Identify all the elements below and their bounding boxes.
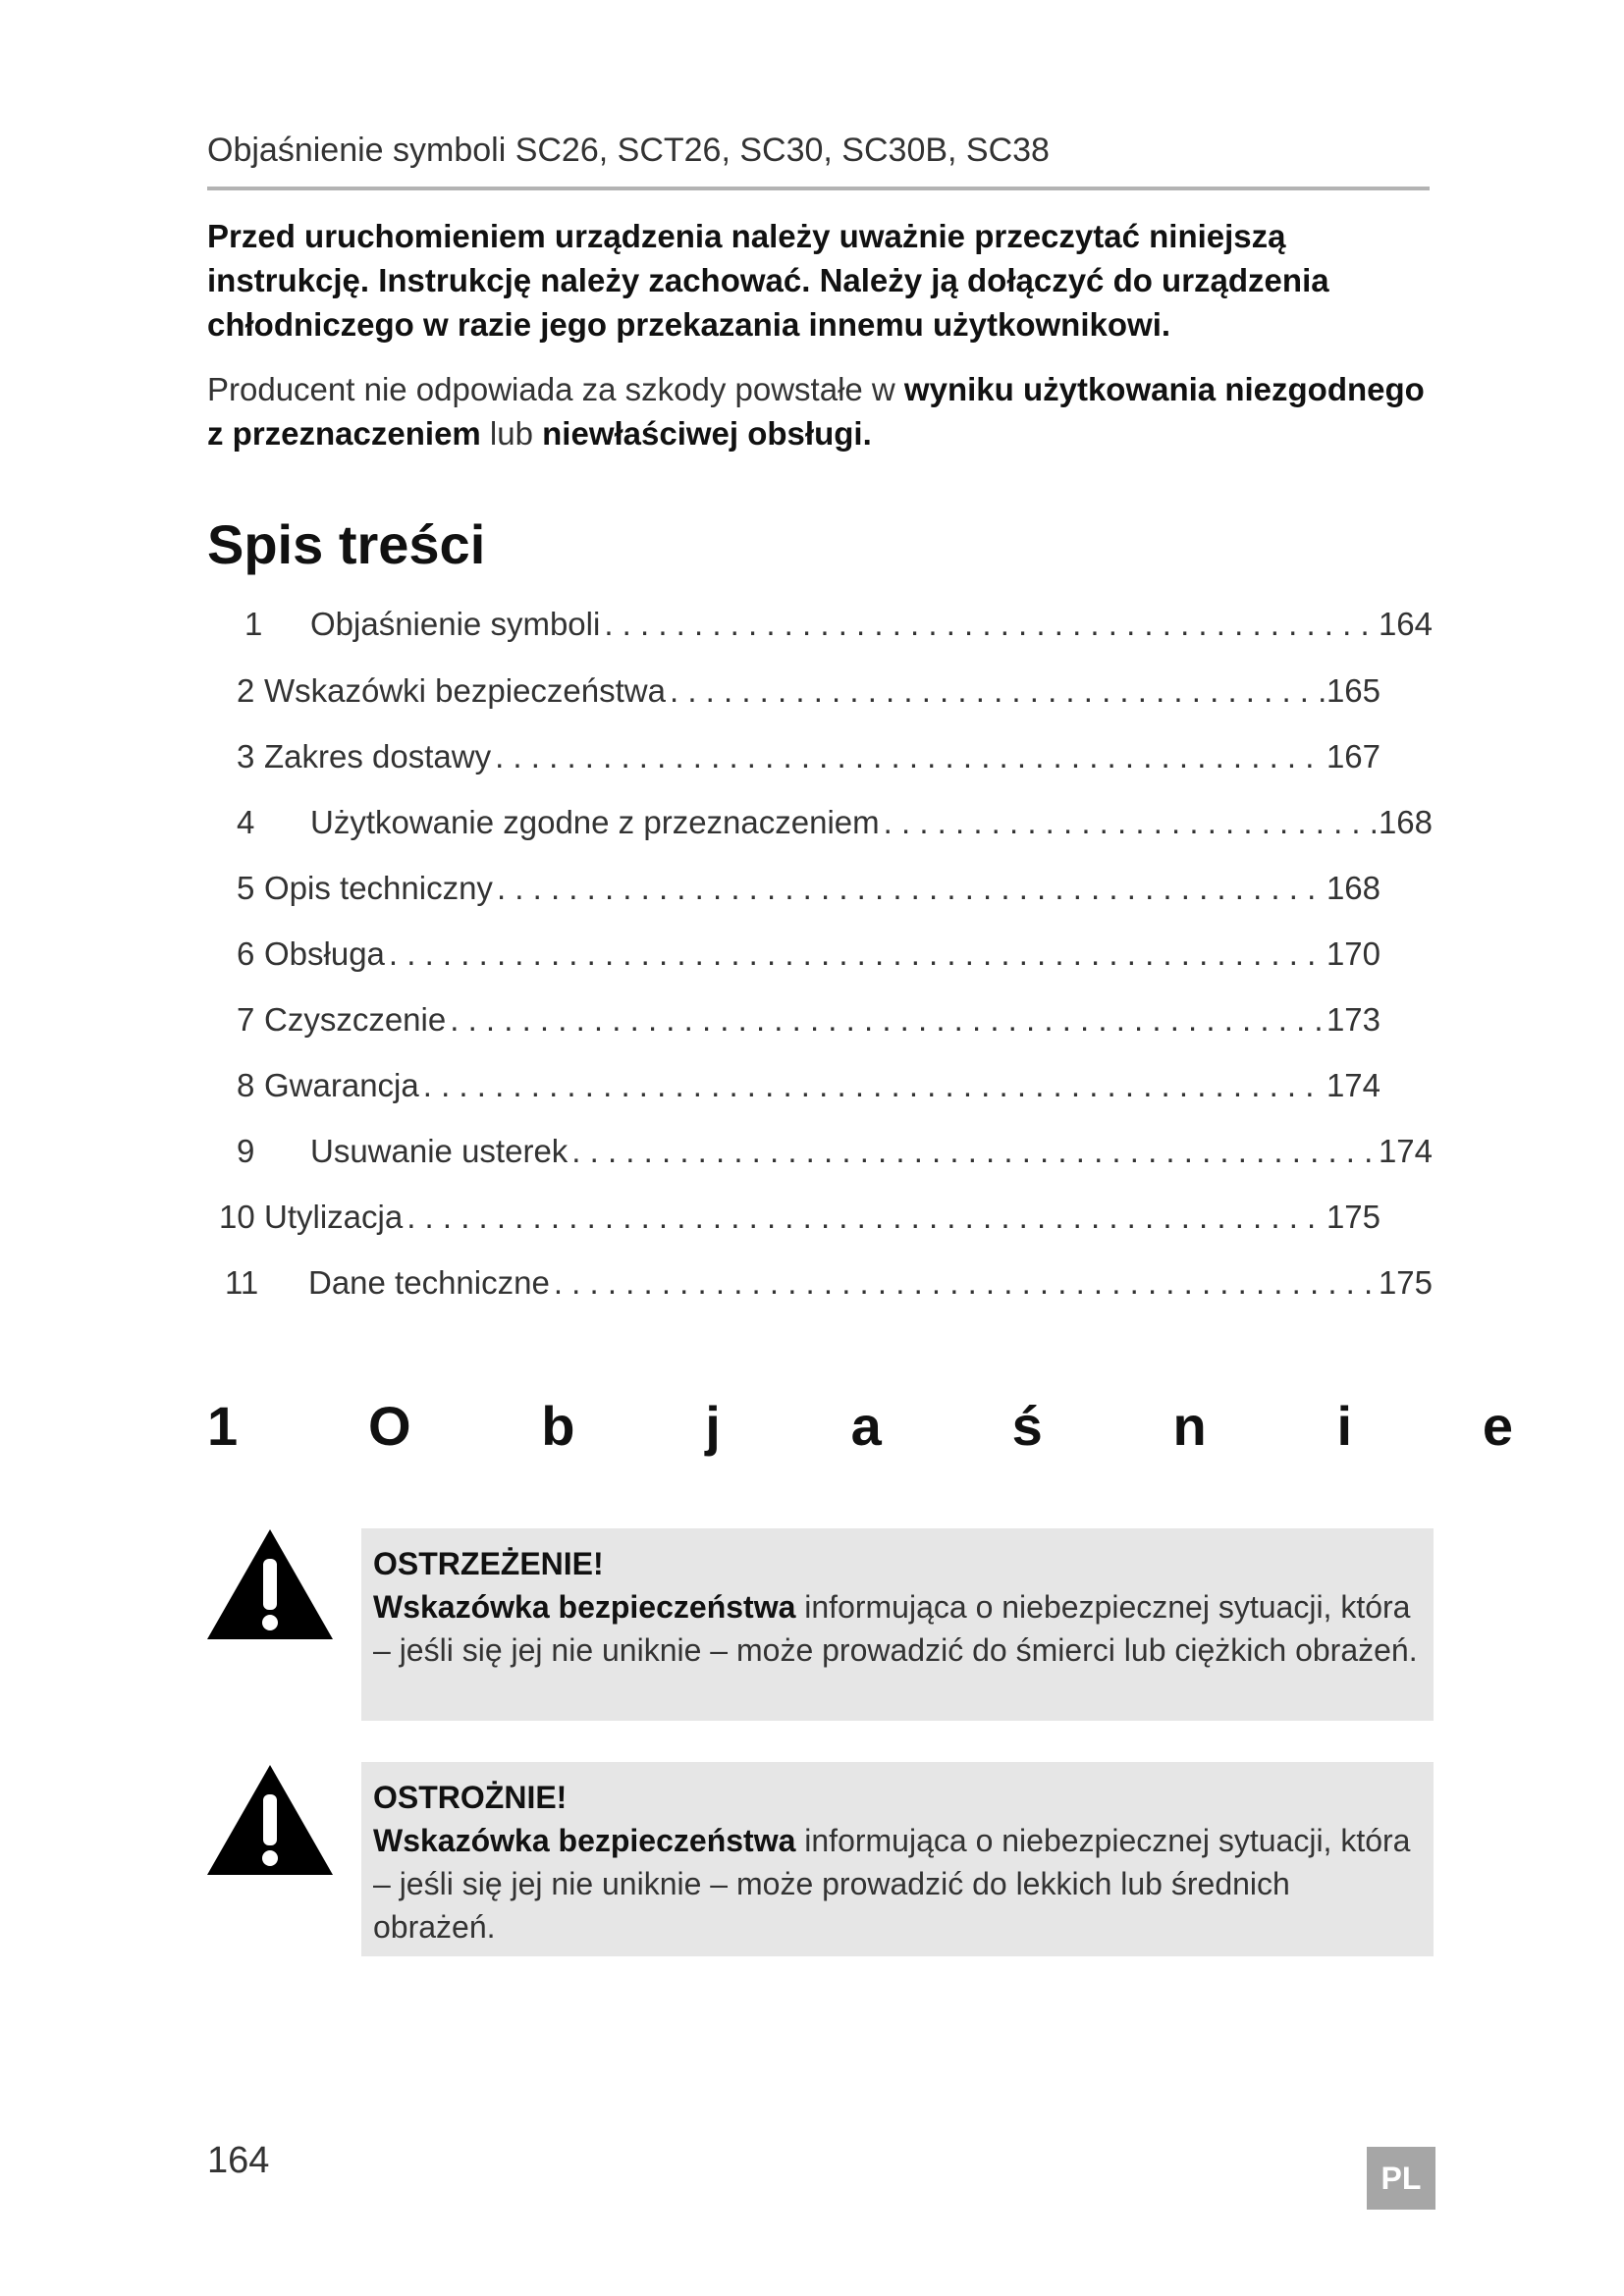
toc-leader-dots <box>497 870 1325 907</box>
caution-text: informująca o niebezpiecznej sytuacji, która – jeśli się jej nie uniknie – może prowadzić do lekkich lub średnich obrażeń. <box>373 1823 1411 1945</box>
section-heading-char: j <box>705 1395 721 1457</box>
liability-text-1: Producent nie odpowiada za szkody powstałe w <box>207 371 904 407</box>
toc-entry-label: Gwarancja <box>264 1067 419 1103</box>
toc-leader-dots <box>450 1001 1325 1039</box>
toc-entry-label: Czyszczenie <box>264 1001 447 1038</box>
warning-title: OSTRZEŻENIE! <box>373 1546 604 1581</box>
toc-entry-page: 173 <box>1326 1001 1380 1038</box>
toc-leader-dots <box>495 738 1325 775</box>
toc-entry-label: Utylizacja <box>264 1199 404 1235</box>
toc-leader-dots <box>389 935 1325 973</box>
liability-bold-1: wyniku użytkowania niezgodnego z przeznaczeniem <box>207 371 1425 452</box>
toc-entry-label: Objaśnienie symboli <box>310 606 601 642</box>
toc-entry[interactable] <box>237 672 1380 721</box>
toc-entry-page: 174 <box>1326 1067 1380 1103</box>
section-heading-char: ś <box>1011 1395 1043 1457</box>
toc-entry-number: 1 <box>244 606 263 642</box>
toc-entry-page: 175 <box>1378 1264 1433 1301</box>
warning-description <box>373 1585 1420 1672</box>
toc-entry[interactable] <box>237 1001 1380 1050</box>
toc-entry-page: 164 <box>1378 606 1433 642</box>
page-number: 164 <box>207 2140 270 2181</box>
toc-entry[interactable] <box>237 935 1380 985</box>
toc-entry-number: 6 <box>237 935 255 972</box>
toc-entry-page: 175 <box>1326 1199 1380 1235</box>
warning-text: informująca o niebezpiecznej sytuacji, która – jeśli się jej nie uniknie – może prowadzić do śmierci lub ciężkich obrażeń. <box>373 1589 1418 1668</box>
toc-leader-dots <box>604 606 1377 643</box>
toc-entry-page: 174 <box>1378 1133 1433 1169</box>
warning-box <box>361 1528 1434 1721</box>
caution-box <box>361 1762 1434 1956</box>
toc-entry-number: 2 <box>237 672 255 709</box>
toc-entry[interactable] <box>237 738 1380 787</box>
toc-entry[interactable] <box>244 606 1433 655</box>
intro-warning-paragraph: Przed uruchomieniem urządzenia należy uważnie przeczytać niniejszą instrukcję. Instrukcję należy zachować. Należy ją dołączyć do urządzenia chłodniczego w razie jego przekazania innemu użytkownikowi. <box>207 218 1329 343</box>
toc-entry[interactable] <box>219 1199 1380 1248</box>
toc-entry[interactable] <box>225 1264 1433 1313</box>
toc-leader-dots <box>670 672 1325 710</box>
toc-entry[interactable] <box>237 804 1433 853</box>
section-heading-char: i <box>1336 1395 1353 1457</box>
caution-title: OSTROŻNIE! <box>373 1780 568 1815</box>
section-heading-char: n <box>1172 1395 1207 1457</box>
toc-entry-page: 167 <box>1326 738 1380 774</box>
caution-bold-label: Wskazówka bezpieczeństwa <box>373 1823 796 1858</box>
toc-leader-dots <box>406 1199 1325 1236</box>
section-heading-char: O <box>367 1395 411 1457</box>
toc-entry-label: Usuwanie usterek <box>310 1133 568 1169</box>
toc-leader-dots <box>884 804 1377 841</box>
toc-entry[interactable] <box>237 870 1380 919</box>
toc-entry-number: 5 <box>237 870 255 906</box>
toc-entry-number: 8 <box>237 1067 255 1103</box>
warning-triangle-icon <box>207 1529 333 1639</box>
section-heading-char: a <box>850 1395 882 1457</box>
toc-entry-page: 168 <box>1378 804 1433 840</box>
toc-entry-number: 3 <box>237 738 255 774</box>
section-heading <box>207 1394 1513 1472</box>
toc-entry-label: Dane techniczne <box>308 1264 550 1301</box>
toc-entry[interactable] <box>237 1067 1380 1116</box>
toc-entry-label: Obsługa <box>264 935 385 972</box>
toc-leader-dots <box>571 1133 1377 1170</box>
toc-title: Spis treści <box>207 513 486 575</box>
intro-liability-paragraph <box>207 367 1435 455</box>
toc-entry-number: 10 <box>219 1199 255 1235</box>
warning-bold-label: Wskazówka bezpieczeństwa <box>373 1589 796 1625</box>
toc-entry-page: 170 <box>1326 935 1380 972</box>
toc-entry-label: Wskazówki bezpieczeństwa <box>264 672 666 709</box>
language-badge: PL <box>1367 2147 1435 2210</box>
toc-entry[interactable] <box>237 1133 1433 1182</box>
toc-leader-dots <box>554 1264 1377 1302</box>
toc-entry-page: 168 <box>1326 870 1380 906</box>
toc-entry-number: 11 <box>225 1264 259 1301</box>
page-header <box>207 128 1430 190</box>
toc-entry-number: 9 <box>237 1133 255 1169</box>
warning-triangle-icon <box>207 1765 333 1875</box>
liability-text-2: lub <box>480 415 543 452</box>
toc-entry-label: Użytkowanie zgodne z przeznaczeniem <box>310 804 880 840</box>
toc-entry-label: Opis techniczny <box>264 870 493 906</box>
section-heading-char: 1 <box>207 1395 239 1457</box>
section-heading-char: b <box>541 1395 575 1457</box>
header-title: Objaśnienie symboli SC26, SCT26, SC30, SC30B, SC38 <box>207 132 1050 169</box>
toc-entry-number: 4 <box>237 804 255 840</box>
toc-entry-page: 165 <box>1326 672 1380 709</box>
liability-bold-2: niewłaściwej obsługi. <box>542 415 872 452</box>
caution-description <box>373 1819 1420 1949</box>
toc-entry-number: 7 <box>237 1001 255 1038</box>
toc-entry-label: Zakres dostawy <box>264 738 492 774</box>
toc-leader-dots <box>423 1067 1325 1104</box>
section-heading-char: e <box>1482 1395 1513 1457</box>
